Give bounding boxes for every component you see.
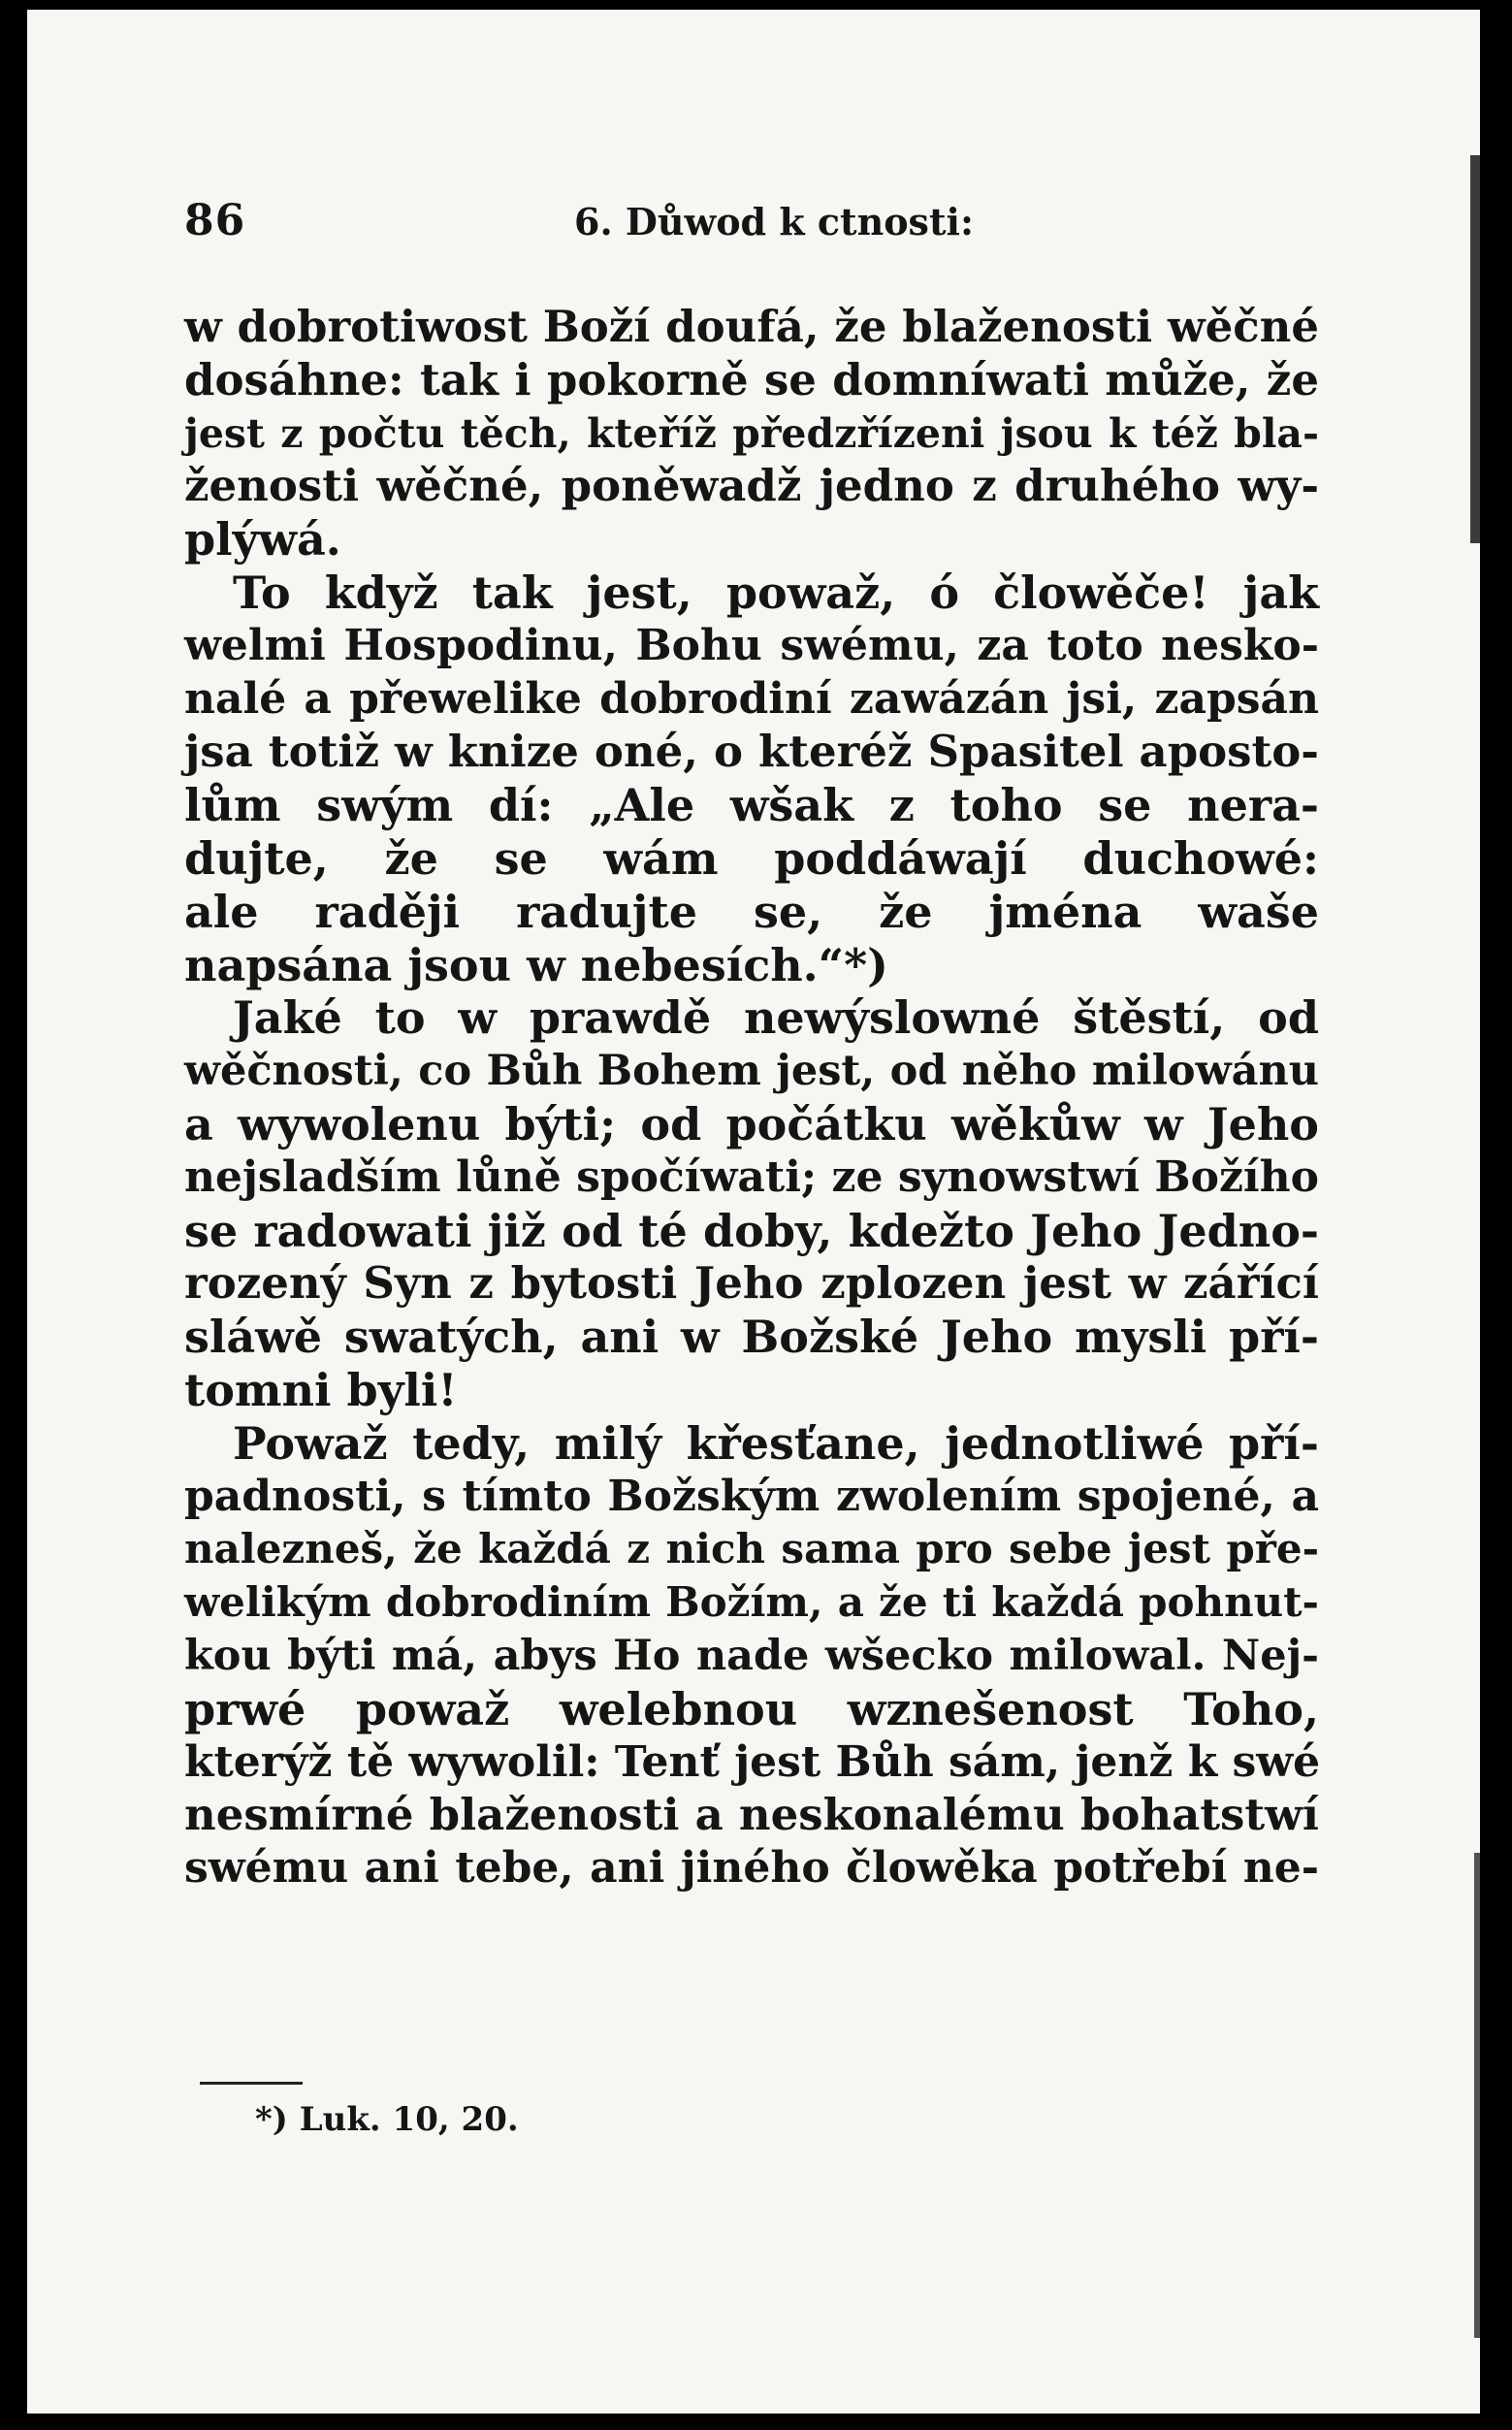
text-line: wěčnosti, co Bůh Bohem jest, od něho milowánu (184, 1047, 1319, 1096)
text-line: nejsladším lůně spočíwati; ze synowstwí Božího (184, 1151, 1319, 1202)
text-line: jest z počtu těch, kteříž předzřízeni jsou k též bla- (184, 409, 1319, 457)
text-line: prwé powaž welebnou wznešenost Toho, (184, 1682, 1319, 1735)
text-line: swému ani tebe, ani jiného člowěka potřebí ne- (184, 1843, 1319, 1894)
text-line: nalé a přewelike dobrodiní zawázán jsi, zapsán (184, 673, 1319, 724)
book-page (27, 10, 1480, 2414)
text-line: nesmírné blaženosti a neskonalému bohatstwí (184, 1789, 1319, 1841)
text-line: tomni byli! (184, 1363, 458, 1416)
text-line: padnosti, s tímto Božským zwolením spojené, a (184, 1471, 1319, 1521)
text-line: se radowati již od té doby, kdežto Jeho Jedno- (184, 1204, 1319, 1257)
text-line: nalezneš, že každá z nich sama pro sebe jest pře- (184, 1525, 1319, 1573)
page-number: 86 (184, 196, 246, 245)
text-line: lům swým dí: „Ale wšak z toho se nera- (184, 779, 1319, 832)
text-line: ženosti wěčné, poněwadž jedno z druhého wy- (184, 460, 1319, 512)
body-text (184, 301, 1319, 1895)
text-line: plýwá. (184, 513, 341, 567)
text-line: welikým dobrodiním Božím, a že ti každá pohnut- (184, 1578, 1319, 1627)
text-line: welmi Hospodinu, Bohu swému, za toto nesko- (184, 620, 1319, 670)
text-line: jsa totiž w knize oné, o kteréž Spasitel aposto- (184, 726, 1319, 778)
page-edge-shadow (1470, 155, 1480, 543)
running-head: 6. Důwod k ctnosti: (574, 200, 974, 243)
text-line: sláwě swatých, ani w Božské Jeho mysli pří- (184, 1311, 1319, 1364)
footnote-divider (200, 2082, 303, 2085)
text-line: w dobrotiwost Boží doufá, že blaženosti wěčné (184, 301, 1319, 352)
text-line: kterýž tě wywolil: Tenť jest Bůh sám, jenž k swé (184, 1736, 1321, 1787)
page-edge-shadow-lower (1474, 1853, 1480, 2338)
text-line: a wywolenu býti; od počátku wěkůw w Jeho (184, 1097, 1319, 1150)
text-line: kou býti má, abys Ho nade wšecko milowal. Nej- (184, 1631, 1319, 1680)
text-line: dujte, že se wám poddáwají duchowé: (184, 831, 1319, 885)
text-line: rozený Syn z bytosti Jeho zplozen jest w zářící (184, 1257, 1319, 1310)
text-line: Powaž tedy, milý křesťane, jednotliwé pří- (233, 1416, 1319, 1470)
text-line: dosáhne: tak i pokorně se domníwati může, že (184, 353, 1319, 405)
text-line: Jaké to w prawdě newýslowné štěstí, od (233, 991, 1319, 1045)
text-line: To když tak jest, powaž, ó člowěče! jak (233, 566, 1319, 619)
footnote: *) Luk. 10, 20. (255, 2100, 519, 2139)
text-line: napsána jsou w nebesích.“*) (184, 938, 888, 991)
text-line: ale raději radujte se, že jména waše (184, 885, 1319, 938)
page-header (184, 196, 1348, 254)
